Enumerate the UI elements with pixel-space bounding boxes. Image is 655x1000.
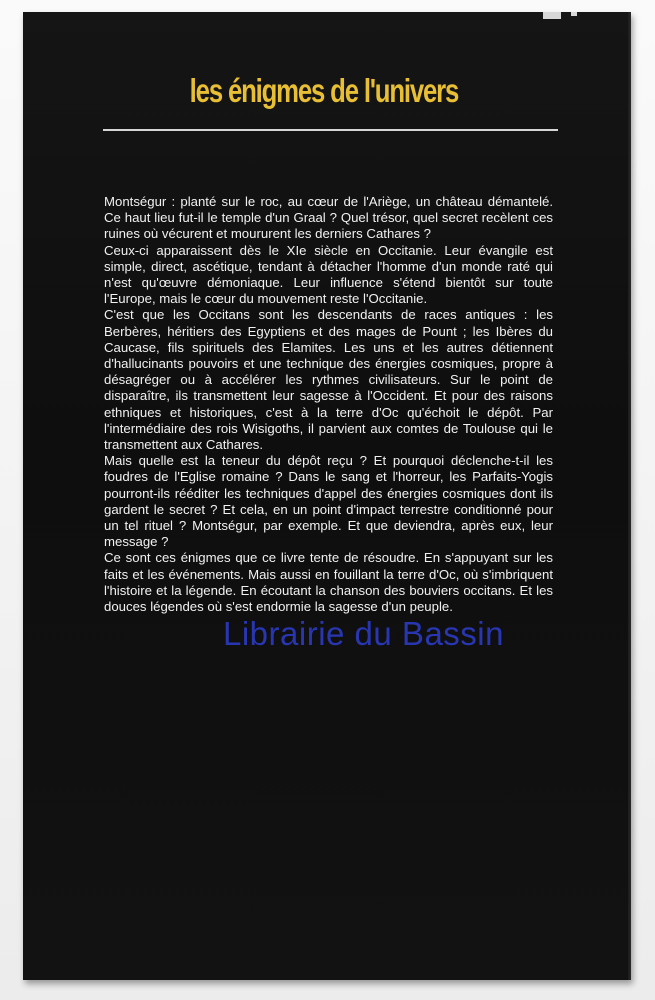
seller-watermark: Librairie du Bassin (223, 615, 504, 652)
cover-wear-mark (543, 12, 561, 19)
series-title: les énigmes de l'univers (189, 72, 459, 109)
book-back-cover (23, 12, 631, 980)
back-cover-blurb (104, 194, 553, 615)
blurb-paragraph: Montségur : planté sur le roc, au cœur de l'Ariège, un château démantelé. Ce haut lieu fut-il le temple d'un Graal ? Quel trésor, quel secret recèlent ces ruines où vécurent et moururent les derniers Cathares ? (104, 194, 553, 242)
cover-wear-mark (571, 12, 577, 16)
blurb-paragraph: C'est que les Occitans sont les descendants de races antiques : les Berbères, héritiers des Egyptiens et des mages de Pount ; les Ibères du Caucase, fils spirituels des Elamites. Les uns et les autres détiennent d'hallucinants pouvoirs et une technique des énergies cosmiques, propre à désagréger ou à accélérer les rythmes civilisateurs. Sur le point de disparaître, ils transmettent leur sagesse à l'Occident. Et pour des raisons ethniques et historiques, c'est à la terre d'Oc qu'échoit le dépôt. Par l'intermédiaire des rois Wisigoths, il parvient aux comtes de Toulouse qui le transmettent aux Cathares. (104, 307, 553, 453)
title-divider (103, 129, 558, 131)
blurb-paragraph: Mais quelle est la teneur du dépôt reçu ? Et pourquoi déclenche-t-il les foudres de l'Eglise romaine ? Dans le sang et l'horreur, les Parfaits-Yogis pourront-ils rééditer les techniques d'appel des énergies cosmiques dont ils gardent le secret ? Et cela, en un point d'impact terrestre conditionné pour un tel rituel ? Montségur, par exemple. Et que deviendra, après eux, leur message ? (104, 453, 553, 550)
blurb-paragraph: Ce sont ces énigmes que ce livre tente de résoudre. En s'appuyant sur les faits et les événements. Mais aussi en fouillant la terre d'Oc, où s'imbriquent l'histoire et la légende. En écoutant la chanson des bouviers occitans. Et les douces légendes où s'est endormie la sagesse d'un peuple. (104, 550, 553, 615)
blurb-paragraph: Ceux-ci apparaissent dès le XIe siècle en Occitanie. Leur évangile est simple, direct, ascétique, tendant à détacher l'homme d'un monde raté qui n'est qu'œuvre démoniaque. Leur influence s'étend bientôt sur toute l'Europe, mais le cœur du mouvement reste l'Occitanie. (104, 242, 553, 307)
